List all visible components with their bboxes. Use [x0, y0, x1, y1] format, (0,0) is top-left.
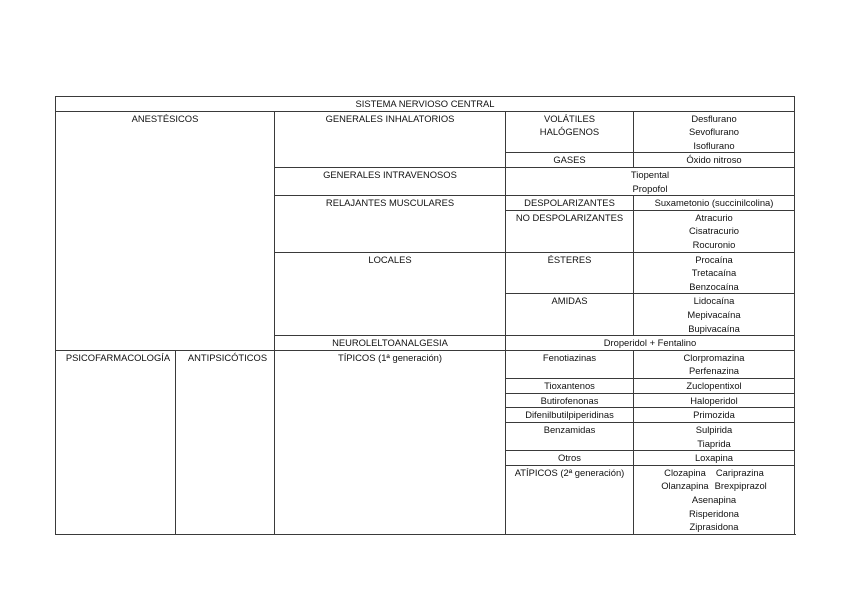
drug-tretacaina: Tretacaína — [691, 267, 737, 279]
fenotiazinas-label: Fenotiazinas — [506, 351, 634, 379]
drug-rocuronio: Rocuronio — [692, 238, 736, 250]
tipicos-label: TÍPICOS (1ª generación) — [275, 351, 506, 535]
title-row — [56, 97, 795, 112]
drug-tiopental: Tiopental — [630, 168, 670, 180]
benzamidas-label: Benzamidas — [506, 422, 634, 450]
drug-asenapina: Asenapina — [691, 493, 737, 505]
intravenosos-label: GENERALES INTRAVENOSOS — [275, 167, 506, 195]
drug-risperidona: Risperidona — [688, 507, 740, 519]
fenotiazinas-drugs — [634, 351, 795, 379]
atipicos-pair-1 — [634, 466, 794, 480]
drug-clozapina: Clozapina — [664, 466, 706, 478]
drug-clorpromazina: Clorpromazina — [683, 351, 745, 363]
atipicos-pair-2 — [634, 479, 794, 493]
locales-label: LOCALES — [275, 252, 506, 336]
benzamidas-drugs — [634, 422, 795, 450]
difenilbutilpiperidinas-label: Difenilbutilpiperidinas — [506, 408, 634, 423]
amidas-label: AMIDAS — [506, 294, 634, 336]
table-title: SISTEMA NERVIOSO CENTRAL — [56, 97, 795, 112]
inhalatorios-label: GENERALES INHALATORIOS — [275, 111, 506, 167]
drug-desflurano: Desflurano — [691, 112, 737, 124]
volatiles-cell — [506, 111, 634, 153]
drug-ziprasidona: Ziprasidona — [689, 521, 739, 533]
drug-sevoflurano: Sevoflurano — [688, 126, 740, 138]
despolarizantes-label: DESPOLARIZANTES — [506, 196, 634, 211]
snc-table — [55, 96, 795, 351]
drug-mepivacaina: Mepivacaína — [687, 308, 741, 320]
esteres-drugs — [634, 252, 795, 294]
neuroleptoanalgesia-drugs: Droperidol + Fentalino — [506, 336, 795, 351]
drug-bupivacaina: Bupivacaína — [688, 322, 740, 334]
drug-cariprazina: Cariprazina — [715, 466, 764, 478]
neuroleptoanalgesia-label: NEUROLELTOANALGESIA — [275, 336, 506, 351]
drug-haloperidol: Haloperidol — [634, 393, 795, 408]
otros-label: Otros — [506, 451, 634, 466]
volatiles-drugs — [634, 111, 795, 153]
atipicos-label: ATÍPICOS (2ª generación) — [506, 465, 634, 534]
drug-lidocaina: Lidocaína — [693, 295, 735, 307]
esteres-label: ÉSTERES — [506, 252, 634, 294]
anestesicos-header: ANESTÉSICOS — [56, 111, 275, 350]
butirofenonas-label: Butirofenonas — [506, 393, 634, 408]
drug-atracurio: Atracurio — [695, 211, 733, 223]
drug-sulpirida: Sulpirida — [695, 423, 733, 435]
drug-olanzapina: Olanzapina — [661, 480, 709, 492]
drug-zuclopentixol: Zuclopentixol — [634, 379, 795, 394]
drug-cisatracurio: Cisatracurio — [688, 225, 739, 237]
halogenos-label: HALÓGENOS — [539, 126, 600, 138]
atipicos-drugs — [634, 465, 795, 534]
relajantes-label: RELAJANTES MUSCULARES — [275, 196, 506, 252]
drug-tiaprida: Tiaprida — [697, 437, 731, 449]
drug-loxapina: Loxapina — [634, 451, 795, 466]
drug-isoflurano: Isoflurano — [693, 139, 735, 151]
no-despolarizantes-drugs — [634, 210, 795, 252]
drug-oxido-nitroso: Óxido nitroso — [634, 153, 795, 168]
psicofarmacologia-header: PSICOFARMACOLOGÍA — [56, 351, 176, 535]
drug-benzocaina: Benzocaína — [689, 280, 739, 292]
drug-suxametonio: Suxametonio (succinilcolina) — [634, 196, 795, 211]
drug-propofol: Propofol — [632, 182, 668, 194]
drug-perfenazina: Perfenazina — [688, 365, 740, 377]
volatiles-label: VOLÁTILES — [543, 112, 596, 124]
drug-procaina: Procaína — [695, 253, 733, 265]
intravenosos-drugs — [506, 167, 795, 195]
psico-table — [55, 351, 795, 535]
antipsicoticos-header: ANTIPSICÓTICOS — [176, 351, 275, 535]
drug-brexpiprazol: Brexpiprazol — [714, 480, 767, 492]
gases-label: GASES — [506, 153, 634, 168]
tioxantenos-label: Tioxantenos — [506, 379, 634, 394]
amidas-drugs — [634, 294, 795, 336]
drug-primozida: Primozida — [634, 408, 795, 423]
no-despolarizantes-label: NO DESPOLARIZANTES — [506, 210, 634, 252]
